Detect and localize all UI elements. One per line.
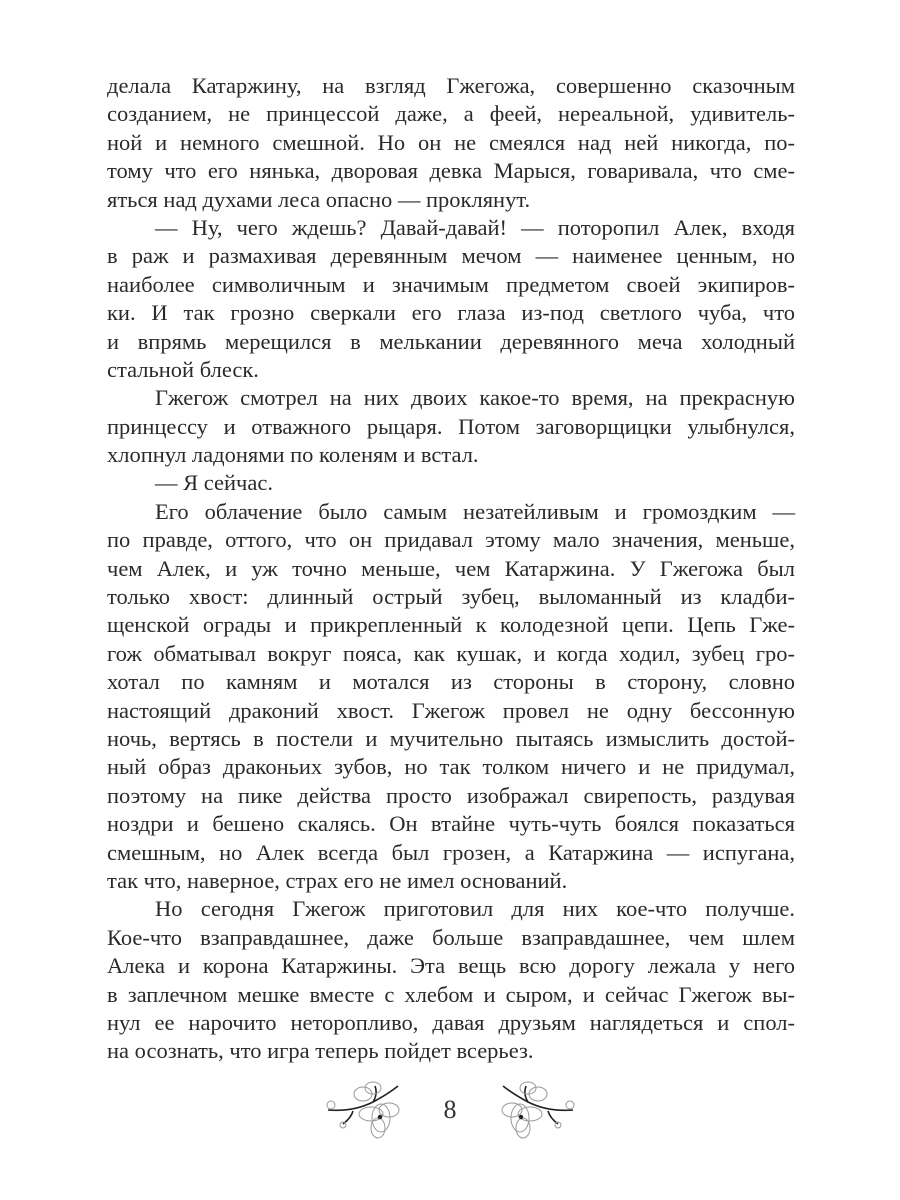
body-text bbox=[107, 72, 795, 1066]
text-line: ный образ драконьих зубов, но так толком ничего и не придумал, bbox=[107, 754, 795, 780]
text-line: в заплечном мешке вместе с хлебом и сыром, и сейчас Гжегож вы- bbox=[107, 981, 795, 1007]
text-line: делала Катаржину, на взгляд Гжегожа, совершенно сказочным bbox=[107, 73, 795, 98]
text-line: смешным, но Алек всегда был грозен, а Катаржина — испугана, bbox=[107, 839, 795, 865]
text-line: нул ее нарочито неторопливо, давая друзьям наглядеться и спол- bbox=[107, 1009, 795, 1035]
text-line: поэтому на пике действа просто изображал свирепость, раздувая bbox=[107, 782, 795, 808]
text-line: чем Алек, и уж точно меньше, чем Катаржина. У Гжегожа был bbox=[107, 555, 795, 581]
text-line: и впрямь мерещился в мелькании деревянного меча холодный bbox=[107, 328, 795, 354]
text-line: тому что его нянька, дворовая девка Марыся, говаривала, что сме- bbox=[107, 158, 795, 184]
text-line: Но сегодня Гжегож приготовил для них кое-что получше. bbox=[155, 896, 795, 922]
text-line: Кое-что взаправдашнее, даже больше взаправдашнее, чем шлем bbox=[107, 924, 795, 950]
text-line: яться над духами леса опасно — проклянут. bbox=[107, 186, 531, 212]
text-line: хлопнул ладонями по коленям и встал. bbox=[107, 442, 479, 468]
text-line: так что, наверное, страх его не имел оснований. bbox=[107, 867, 568, 893]
text-line: только хвост: длинный острый зубец, выломанный из кладби- bbox=[107, 584, 795, 610]
text-line: принцессу и отважного рыцаря. Потом заговорщицки улыбнулся, bbox=[107, 413, 795, 439]
flower-branch-icon bbox=[323, 1080, 418, 1140]
text-line: созданием, не принцессой даже, а феей, нереальной, удивитель- bbox=[107, 101, 795, 127]
text-line: стальной блеск. bbox=[107, 356, 259, 382]
page-number: 8 bbox=[443, 1095, 457, 1124]
text-line: ной и немного смешной. Но он не смеялся над ней никогда, по- bbox=[107, 129, 795, 155]
flower-branch-icon bbox=[483, 1080, 578, 1140]
text-line: щенской ограды и прикрепленный к колодезной цепи. Цепь Гже- bbox=[107, 612, 795, 638]
text-line: хотал по камням и мотался из стороны в сторону, словно bbox=[107, 669, 795, 695]
text-line: по правде, оттого, что он придавал этому мало значения, меньше, bbox=[107, 527, 795, 553]
text-line: наиболее символичным и значимым предметом своей экипиров- bbox=[107, 271, 795, 297]
text-line: Алека и корона Катаржины. Эта вещь всю дорогу лежала у него bbox=[107, 953, 795, 979]
text-line: ночь, вертясь в постели и мучительно пытаясь измыслить достой- bbox=[107, 725, 795, 751]
text-line: ки. И так грозно сверкали его глаза из-под светлого чуба, что bbox=[107, 300, 795, 326]
text-line: Гжегож смотрел на них двоих какое-то время, на прекрасную bbox=[155, 385, 795, 411]
text-line: Его облачение было самым незатейливым и громоздким — bbox=[155, 498, 795, 524]
text-line: — Ну, чего ждешь? Давай-давай! — поторопил Алек, входя bbox=[155, 214, 795, 240]
text-line: на осознать, что игра теперь пойдет всерьез. bbox=[107, 1038, 534, 1064]
text-line: гож обматывал вокруг пояса, как кушак, и когда ходил, зубец гро- bbox=[107, 640, 795, 666]
text-line: в раж и размахивая деревянным мечом — наименее ценным, но bbox=[107, 243, 795, 269]
text-line: — Я сейчас. bbox=[155, 470, 273, 496]
text-line: ноздри и бешено скалясь. Он втайне чуть-чуть боялся показаться bbox=[107, 811, 795, 837]
text-line: настоящий драконий хвост. Гжегож провел не одну бессонную bbox=[107, 697, 795, 723]
page-footer bbox=[0, 1080, 900, 1140]
